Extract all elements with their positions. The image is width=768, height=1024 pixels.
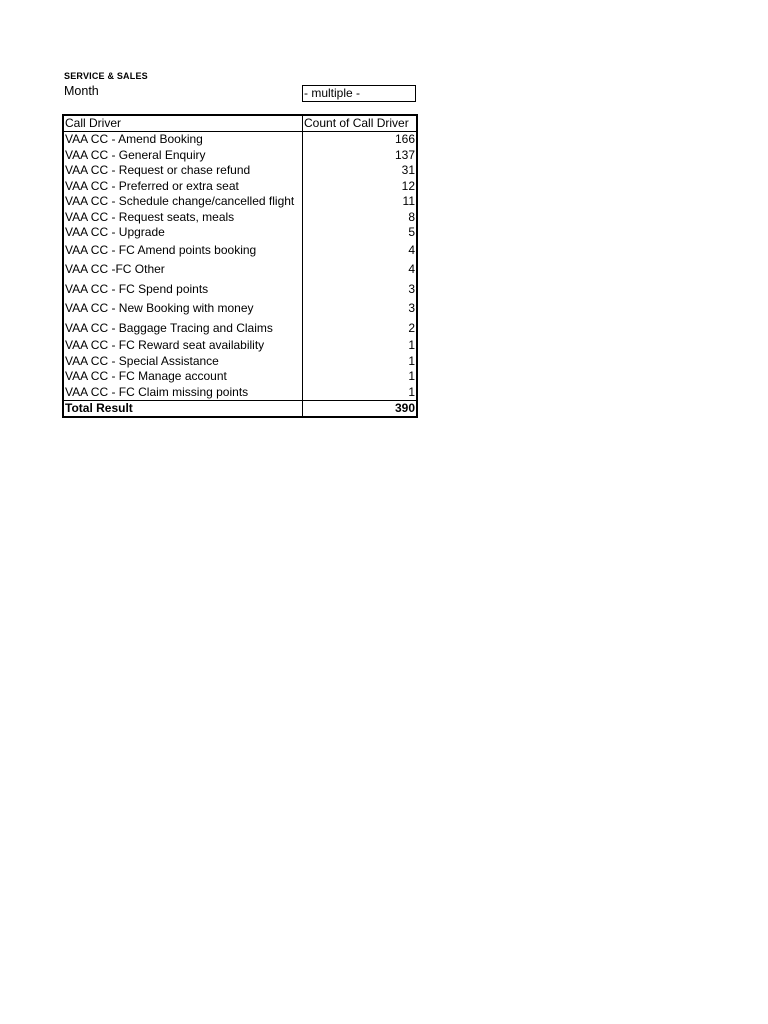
month-filter-label: Month (64, 84, 99, 98)
table-row (64, 132, 416, 148)
count-cell[interactable]: 2 (408, 320, 415, 335)
count-cell[interactable]: 3 (408, 281, 415, 296)
count-cell[interactable]: 1 (408, 338, 415, 352)
total-count: 390 (394, 401, 415, 415)
call-driver-cell[interactable]: VAA CC - FC Claim missing points (64, 385, 303, 401)
table-row (64, 354, 416, 370)
call-driver-cell[interactable]: VAA CC - FC Spend points (64, 280, 303, 300)
call-driver-cell[interactable]: VAA CC - General Enquiry (64, 148, 303, 164)
report-heading: SERVICE & SALES (64, 71, 148, 81)
table-row (64, 148, 416, 164)
table-row (64, 280, 416, 300)
call-driver-cell[interactable]: VAA CC - Request or chase refund (64, 163, 303, 179)
call-driver-cell[interactable]: VAA CC - New Booking with money (64, 299, 303, 319)
table-row (64, 179, 416, 195)
column-header-count[interactable]: Count of Call Driver (304, 116, 409, 130)
call-driver-cell[interactable]: VAA CC - FC Manage account (64, 369, 303, 385)
table-row (64, 163, 416, 179)
count-cell[interactable]: 8 (408, 209, 415, 224)
table-row (64, 225, 416, 241)
count-cell[interactable]: 1 (408, 384, 415, 399)
table-row (64, 385, 416, 401)
pivot-table (62, 114, 418, 418)
count-cell[interactable]: 4 (408, 242, 415, 257)
call-driver-cell[interactable]: VAA CC - FC Reward seat availability (64, 338, 303, 354)
table-row (64, 299, 416, 319)
count-cell[interactable]: 11 (402, 194, 415, 208)
count-cell[interactable]: 166 (394, 132, 415, 146)
table-row (64, 210, 416, 226)
call-driver-cell[interactable]: VAA CC -FC Other (64, 260, 303, 280)
month-filter-dropdown[interactable]: - multiple - (302, 85, 416, 102)
call-driver-cell[interactable]: VAA CC - Upgrade (64, 225, 303, 241)
count-cell[interactable]: 5 (408, 225, 415, 239)
count-cell[interactable]: 137 (394, 147, 415, 162)
call-driver-cell[interactable]: VAA CC - Special Assistance (64, 354, 303, 370)
table-header-row (64, 116, 416, 132)
call-driver-cell[interactable]: VAA CC - Amend Booking (64, 132, 303, 148)
count-cell[interactable]: 1 (408, 353, 415, 368)
count-cell[interactable]: 12 (401, 178, 415, 193)
table-body (64, 132, 416, 400)
table-row (64, 194, 416, 210)
count-cell[interactable]: 31 (401, 163, 415, 177)
table-row (64, 260, 416, 280)
count-cell[interactable]: 3 (408, 301, 415, 315)
total-row (64, 400, 416, 416)
count-cell[interactable]: 1 (408, 369, 415, 383)
table-row (64, 369, 416, 385)
table-row (64, 338, 416, 354)
total-label: Total Result (64, 401, 303, 416)
call-driver-cell[interactable]: VAA CC - Preferred or extra seat (64, 179, 303, 195)
call-driver-cell[interactable]: VAA CC - Request seats, meals (64, 210, 303, 226)
column-header-call-driver[interactable]: Call Driver (64, 116, 303, 131)
count-cell[interactable]: 4 (408, 262, 415, 276)
call-driver-cell[interactable]: VAA CC - Schedule change/cancelled flight (64, 194, 303, 210)
call-driver-cell[interactable]: VAA CC - Baggage Tracing and Claims (64, 319, 303, 339)
call-driver-cell[interactable]: VAA CC - FC Amend points booking (64, 241, 303, 261)
table-row (64, 319, 416, 339)
table-row (64, 241, 416, 261)
